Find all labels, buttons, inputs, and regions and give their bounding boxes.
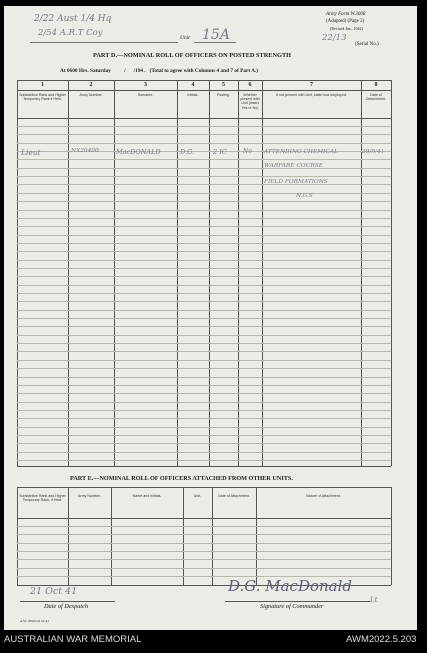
part-d-ruled-line [17, 243, 391, 244]
part-e-column-line [256, 487, 257, 585]
part-e-ruled-line [17, 543, 391, 544]
part-d-ruled-line [17, 134, 391, 135]
part-e-title: PART E.—NOMINAL ROLL OF OFFICERS ATTACHED FROM OTHER UNITS. [70, 475, 293, 482]
part-e-column-header: Name and Initials. [132, 494, 162, 498]
form-number: Army Form W.3008 [326, 12, 366, 17]
part-d-column-header: Surname. [137, 93, 154, 97]
entry-initials: D.G. [180, 148, 195, 156]
part-d-column-line [361, 80, 362, 466]
part-d-ruled-line [17, 159, 391, 160]
part-d-ruled-line [17, 402, 391, 403]
part-e-ruled-line [17, 551, 391, 552]
part-d-ruled-line [17, 226, 391, 227]
unit-value: 15A [202, 27, 230, 43]
part-d-column-number: 7 [310, 81, 313, 88]
part-e-column-line [183, 487, 184, 585]
part-d-ruled-line [17, 385, 391, 386]
despatch-date-value: 21 Oct 41 [30, 586, 78, 597]
part-d-ruled-line [17, 368, 391, 369]
part-d-title: PART D.—NOMINAL ROLL OF OFFICERS ON POSTED STRENGTH [93, 52, 292, 59]
part-d-column-header: Initials. [187, 93, 199, 97]
part-d-ruled-line [17, 310, 391, 311]
part-d-subtitle: At 0600 Hrs. Saturday / /194 . (Total to agree with Columns 4 and 7 of Part A.) [60, 68, 259, 74]
part-d-ruled-line [17, 318, 391, 319]
part-d-column-header: If not present with Unit, state how employed. [276, 93, 347, 97]
part-d-column-number: 6 [248, 81, 252, 88]
part-e-header-row-border [17, 518, 391, 519]
part-d-bottom-border [17, 466, 391, 467]
part-e-column-header: Substantive Rank and Higher Temporary Rank, if Held. [19, 494, 66, 503]
part-d-ruled-line [17, 460, 391, 461]
part-d-ruled-line [17, 184, 391, 185]
part-d-column-line [114, 80, 115, 466]
entry-army-number: NX20400 [71, 148, 99, 154]
despatch-date-label: Date of Despatch [44, 603, 89, 610]
part-e-column-line [212, 487, 213, 585]
part-d-ruled-line [17, 235, 391, 236]
part-d-ruled-line [17, 176, 391, 177]
part-e-column-header: Army Number. [78, 494, 101, 498]
form-revised: (Revised Jan., 1942) [330, 26, 363, 31]
signature-suffix: Lt [370, 596, 378, 604]
despatch-underline [20, 601, 115, 602]
part-d-column-number: 3 [144, 81, 147, 88]
part-d-ruled-line [17, 126, 391, 127]
part-d-ruled-line [17, 435, 391, 436]
part-e-column-line [111, 487, 112, 585]
part-d-ruled-line [17, 201, 391, 202]
part-d-column-line [68, 80, 69, 466]
part-d-ruled-line [17, 293, 391, 294]
part-d-ruled-line [17, 268, 391, 269]
part-e-ruled-line [17, 534, 391, 535]
entry-rank: Lieut [21, 148, 41, 157]
signature-underline [225, 601, 370, 602]
part-d-ruled-line [17, 335, 391, 336]
caption-left: AUSTRALIAN WAR MEMORIAL [4, 634, 142, 645]
part-d-ruled-line [17, 193, 391, 194]
part-d-column-line [391, 80, 392, 466]
part-d-ruled-line [17, 326, 391, 327]
part-d-ruled-line [17, 276, 391, 277]
part-d-column-number: 8 [374, 81, 378, 88]
form-adapted: (Adapted) (Page 2) [326, 19, 365, 24]
entry-employment-line2: WARFARE COURSE [264, 163, 324, 169]
part-d-ruled-line [17, 168, 391, 169]
print-code: A.W. 2056 Ltd 12-41 [20, 619, 49, 623]
part-d-ruled-line [17, 443, 391, 444]
part-e-top-border [17, 487, 391, 488]
part-e-ruled-line [17, 559, 391, 560]
part-d-ruled-line [17, 418, 391, 419]
part-d-ruled-line [17, 143, 391, 144]
part-d-column-header: Substantive Rank and Higher Temporary Rank if Held. [19, 93, 66, 102]
part-e-column-line [68, 487, 69, 585]
entry-posting: 2 IC [213, 148, 227, 156]
part-d-column-header: Posting. [217, 93, 230, 97]
part-d-ruled-line [17, 360, 391, 361]
part-e-column-header: Unit. [193, 494, 202, 498]
part-d-column-header: Army Number. [79, 93, 103, 97]
part-d-column-line [177, 80, 178, 466]
part-e-ruled-line [17, 568, 391, 569]
unit-label: Unit [180, 35, 190, 41]
entry-employment-line4: N.G.S [296, 193, 313, 199]
part-d-column-number: 2 [89, 81, 93, 88]
entry-surname: MacDONALD [116, 148, 161, 156]
part-d-column-number: 4 [191, 81, 195, 88]
part-d-header-row-border [17, 118, 391, 119]
part-d-ruled-line [17, 377, 391, 378]
part-d-number-row-border [17, 90, 391, 91]
part-d-ruled-line [17, 351, 391, 352]
part-d-column-line [262, 80, 263, 466]
part-d-column-line [17, 80, 18, 466]
serial-value: 22/13 [322, 33, 347, 43]
part-e-column-header: Nature of Attachment. [306, 494, 341, 498]
unit-handwritten-line2: 2/54 A.R.T Coy [38, 28, 103, 38]
serial-label: (Serial No.) [355, 42, 379, 47]
part-d-ruled-line [17, 260, 391, 261]
unit-handwritten-line1: 2/22 Aust 1/4 Hq [34, 14, 112, 24]
part-d-ruled-line [17, 218, 391, 219]
part-d-ruled-line [17, 452, 391, 453]
entry-detachment-date: 29/9/41 [362, 149, 385, 155]
unit-underline [30, 42, 178, 43]
part-d-ruled-line [17, 427, 391, 428]
part-d-column-line [209, 80, 210, 466]
part-e-column-header: Date of Attachment. [218, 494, 250, 498]
part-d-ruled-line [17, 285, 391, 286]
part-d-column-header: Date of Detachment. [365, 93, 387, 102]
entry-employment-line3: FIELD FORMATIONS [264, 179, 328, 185]
signature-label: Signature of Commander [260, 603, 324, 610]
part-d-ruled-line [17, 343, 391, 344]
part-d-column-header: Whether present with Unit (insert Yes or No) [240, 93, 260, 110]
commander-signature: D.G. MacDonald [228, 577, 353, 595]
part-d-column-number: 1 [41, 81, 44, 88]
entry-present: No [243, 148, 252, 155]
part-d-ruled-line [17, 410, 391, 411]
part-d-ruled-line [17, 301, 391, 302]
part-d-column-number: 5 [222, 81, 225, 88]
part-e-column-line [391, 487, 392, 585]
part-d-column-line [238, 80, 239, 466]
entry-employment-line1: ATTENDING CHEMICAL [264, 149, 338, 155]
part-d-ruled-line [17, 393, 391, 394]
part-e-ruled-line [17, 526, 391, 527]
part-d-ruled-line [17, 251, 391, 252]
part-d-ruled-line [17, 210, 391, 211]
caption-right: AWM2022.5.203 [346, 634, 417, 645]
